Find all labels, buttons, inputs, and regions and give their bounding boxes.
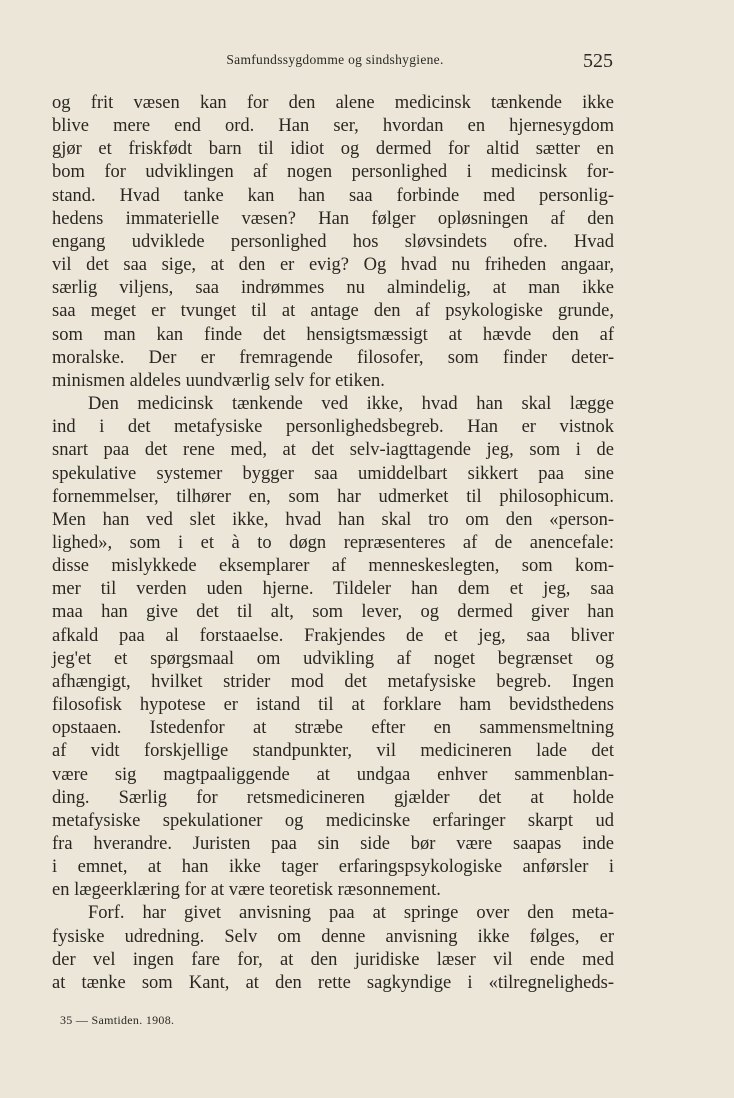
text-line: gjør et friskfødt barn til idiot og dermed for altid sætter en	[52, 139, 614, 160]
body-text	[52, 92, 614, 995]
paragraph-first-line: Den medicinsk tænkende ved ikke, hvad han skal lægge	[88, 394, 614, 415]
text-line: ding. Særlig for retsmedicineren gjælder det at holde	[52, 787, 614, 808]
text-line: stand. Hvad tanke kan han saa forbinde med personlig-	[52, 185, 614, 206]
text-line: spekulative systemer bygger saa umiddelbart sikkert paa sine	[52, 463, 614, 484]
text-line: fornemmelser, tilhører en, som har udmerket til philosophicum.	[52, 486, 614, 507]
text-line: afhængigt, hvilket strider mod det metafysiske begreb. Ingen	[52, 671, 614, 692]
text-line: der vel ingen fare for, at den juridiske læser vil ende med	[52, 949, 614, 970]
text-line: være sig magtpaaliggende at undgaa enhver sammenblan-	[52, 764, 614, 785]
text-line: engang udviklede personlighed hos sløvsindets ofre. Hvad	[52, 231, 614, 252]
text-line: minismen aldeles uundværlig selv for etiken.	[52, 370, 385, 391]
paragraph-first-line: Forf. har givet anvisning paa at springe over den meta-	[88, 903, 614, 924]
text-line: fra hverandre. Juristen paa sin side bør være saapas inde	[52, 834, 614, 854]
text-line: moralske. Der er fremragende filosofer, som finder deter-	[52, 347, 614, 368]
text-line: fysiske udredning. Selv om denne anvisning ikke følges, er	[52, 926, 614, 947]
text-line: bom for udviklingen af nogen personlighed i medicinsk for-	[52, 162, 614, 183]
page-number: 525	[583, 50, 613, 72]
text-line: og frit væsen kan for den alene medicinsk tænkende ikke	[52, 93, 614, 113]
text-line: hedens immaterielle væsen? Han følger opløsningen af den	[52, 208, 614, 229]
text-line: afkald paa al forstaaelse. Frakjendes de et jeg, saa bliver	[52, 625, 614, 646]
text-line: maa han give det til alt, som lever, og dermed giver han	[52, 602, 614, 623]
text-line: en lægeerklæring for at være teoretisk ræsonnement.	[52, 880, 441, 901]
text-line: i emnet, at han ikke tager erfaringspsykologiske anførsler i	[52, 857, 614, 878]
text-line: lighed», som i et à to døgn repræsenteres af de anencefale:	[52, 532, 614, 553]
text-line: mer til verden uden hjerne. Tildeler han dem et jeg, saa	[52, 579, 614, 600]
text-line: af vidt forskjellige standpunkter, vil medicineren lade det	[52, 741, 614, 762]
text-line: at tænke som Kant, at den rette sagkyndige i «tilregneligheds-	[52, 972, 614, 993]
running-title: Samfundssygdomme og sindshygiene.	[226, 52, 444, 67]
text-line: snart paa det rene med, at det selv-iagttagende jeg, som i de	[52, 440, 614, 461]
text-line: metafysiske spekulationer og medicinske erfaringer skarpt ud	[52, 810, 614, 831]
text-line: særlig viljens, saa indrømmes nu almindelig, at man ikke	[52, 278, 614, 299]
text-line: jeg'et et spørgsmaal om udvikling af noget begrænset og	[52, 648, 614, 669]
text-line: vil det saa sige, at den er evig? Og hvad nu friheden angaar,	[52, 255, 614, 276]
text-line: disse mislykkede eksemplarer af menneskeslegten, som kom-	[52, 556, 614, 577]
text-line: blive mere end ord. Han ser, hvordan en hjernesygdom	[52, 116, 614, 137]
text-line: ind i det metafysiske personlighedsbegreb. Han er vistnok	[52, 417, 614, 438]
signature-mark: 35 — Samtiden. 1908.	[60, 1013, 175, 1027]
text-line: saa meget er tvunget til at antage den af psykologiske grunde,	[52, 301, 614, 322]
text-line: Men han ved slet ikke, hvad han skal tro om den «person-	[52, 509, 614, 530]
text-line: som man kan finde det hensigtsmæssigt at hævde den af	[52, 324, 614, 345]
text-line: opstaaen. Istedenfor at stræbe efter en sammensmeltning	[52, 718, 614, 739]
text-line: filosofisk hypotese er istand til at forklare ham bevidsthedens	[52, 695, 614, 716]
